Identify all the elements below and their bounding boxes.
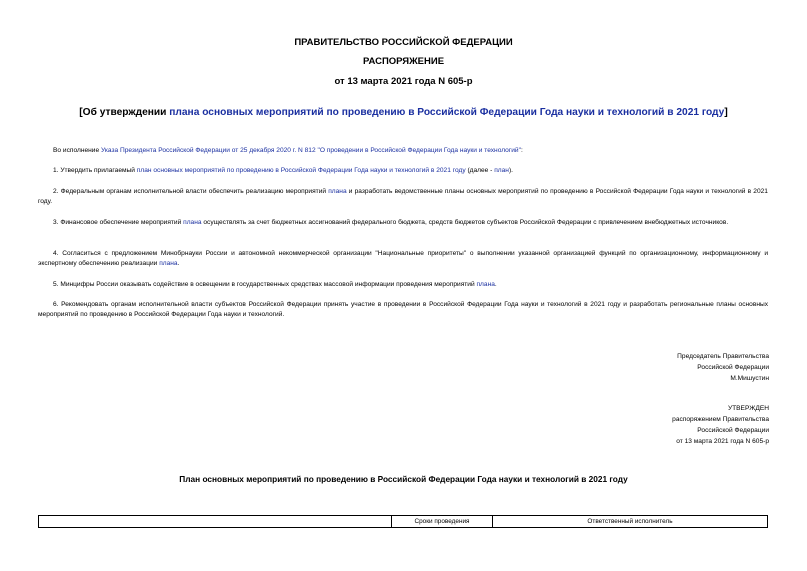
table-header-cell [39, 516, 392, 528]
issuer-title: ПРАВИТЕЛЬСТВО РОССИЙСКОЙ ФЕДЕРАЦИИ [294, 37, 513, 48]
signature-line-2: Российской Федерации [697, 364, 769, 371]
approval-line-4: от 13 марта 2021 года N 605-р [676, 438, 769, 445]
p3-text: 3. Финансовое обеспечение мероприятий [53, 219, 184, 226]
plan-title: План основных мероприятий по проведению в Российской Федерации Года науки и технологий в 2021 году [179, 474, 628, 484]
p4-plan-link[interactable]: плана [159, 260, 178, 267]
subject-close: ] [724, 107, 728, 118]
paragraph-2 [38, 187, 768, 207]
document-subject [0, 107, 807, 118]
p1-plan-short-link[interactable]: план [494, 167, 509, 174]
approval-line-3: Российской Федерации [697, 427, 769, 434]
p6-text: 6. Рекомендовать органам исполнительной власти субъектов Российской Федерации принять участие в проведении в Российской Федерации Года науки и технологий в 2021 году и разработать региональные планы основных мероприятий по проведению в Российской Федерации Года науки и технологий. [38, 301, 768, 318]
preamble-text: Во исполнение [53, 147, 101, 154]
paragraph-preamble [38, 146, 768, 156]
signature-line-3: М.Мишустин [730, 375, 769, 382]
preamble-end: : [520, 147, 523, 154]
p1-text: 1. Утвердить прилагаемый [53, 167, 137, 174]
paragraph-5 [38, 280, 768, 290]
p2-text-2: и разработать ведомственные планы основных мероприятий по проведению в Российской Федерации Года науки и технологий в 2021 году. [38, 188, 768, 205]
p5-text: 5. Минцифры России оказывать содействие в освещении в государственных средствах массовой информации проведения мероприятий [53, 281, 477, 288]
p3-plan-link[interactable]: плана [183, 219, 202, 226]
p3-text-2: осуществлять за счет бюджетных ассигнований федерального бюджета, средств бюджетов субъектов Российской Федерации с привлечением внебюджетных источников. [201, 219, 729, 226]
subject-plan-link[interactable]: плана основных мероприятий по проведению в Российской Федерации Года науки и технологий в 2021 году [169, 107, 725, 118]
document-type: РАСПОРЯЖЕНИЕ [362, 56, 445, 67]
p2-plan-link[interactable]: плана [328, 188, 347, 195]
p2-text: 2. Федеральным органам исполнительной власти обеспечить реализацию мероприятий [53, 188, 329, 195]
p5-plan-link[interactable]: плана [476, 281, 495, 288]
paragraph-1 [38, 166, 768, 176]
approval-line-2: распоряжением Правительства [672, 416, 769, 423]
signature-line-1: Председатель Правительства [677, 353, 769, 360]
p4-text: 4. Согласиться с предложением Минобрнауки России и автономной некоммерческой организации "Национальные приоритеты" о выполнении указанной организацией функций по организационному, информационному и экспертному обеспечению реализации [38, 250, 768, 267]
paragraph-6 [38, 300, 768, 320]
table-header-row [39, 516, 768, 528]
decree-link[interactable]: Указа Президента Российской Федерации от 25 декабря 2020 г. N 812 "О проведении в Российской Федерации Года науки и технологий" [100, 147, 521, 154]
document-date: от 13 марта 2021 года N 605-р [334, 76, 473, 87]
p1-plan-link[interactable]: план основных мероприятий по проведению в Российской Федерации Года науки и технологий в 2021 году [136, 167, 466, 174]
table-header-cell: Сроки проведения [392, 516, 493, 528]
p5-text-2: . [494, 281, 497, 288]
paragraph-3 [38, 218, 768, 228]
p4-text-2: . [177, 260, 180, 267]
approval-block [672, 403, 769, 447]
p1-text-3: ). [508, 167, 513, 174]
signature-block [677, 351, 769, 384]
p1-text-2: (далее - [465, 167, 495, 174]
paragraph-4 [38, 249, 768, 269]
approval-line-1: УТВЕРЖДЕН [727, 405, 769, 412]
table-header-cell: Ответственный исполнитель [493, 516, 768, 528]
plan-table [38, 515, 768, 528]
subject-open: [Об утверждении [79, 107, 170, 118]
